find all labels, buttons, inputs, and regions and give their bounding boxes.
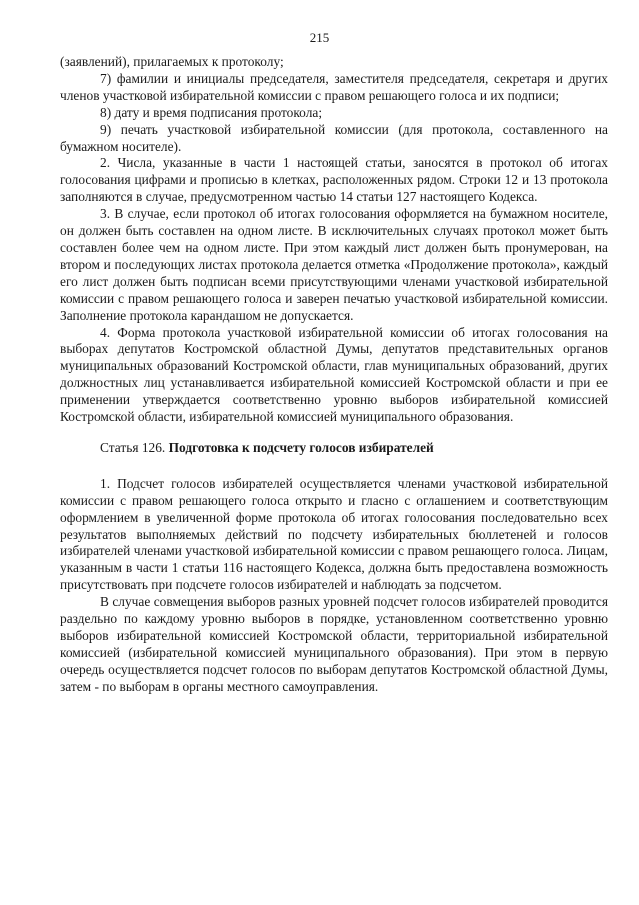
- list-item-9: 9) печать участковой избирательной комиссии (для протокола, составленного на бумажном носителе).: [60, 121, 608, 154]
- article-title: Подготовка к подсчету голосов избирателей: [168, 439, 434, 455]
- paragraph-part-2: 2. Числа, указанные в части 1 настоящей статьи, заносятся в протокол об итогах голосования цифрами и прописью в клетках, расположенных рядом. Строки 12 и 13 протокола заполняются в случае, предусмотренном частью 14 статьи 127 настоящего Кодекса.: [60, 155, 608, 205]
- paragraph-part-3: 3. В случае, если протокол об итогах голосования оформляется на бумажном носителе, он должен быть составлен на одном листе. В исключительных случаях протокол может быть составлен более чем на одном листе. При этом каждый лист должен быть пронумерован, на втором и последующих листах протокола делается отметка «Продолжение протокола», каждый его лист должен быть подписан всеми присутствующими членами участковой избирательной комиссии с правом решающего голоса и заверен печатью участковой избирательной комиссии. Заполнение протокола карандашом не допускается.: [60, 206, 608, 323]
- paragraph-continuation: (заявлений), прилагаемых к протоколу;: [60, 54, 284, 69]
- article-number: Статья 126.: [100, 439, 169, 455]
- document-body: [60, 54, 608, 696]
- article-paragraph-1: 1. Подсчет голосов избирателей осуществляется членами участковой избирательной комиссии с правом решающего голоса открыто и гласно с оглашением и соответствующим оформлением в увеличенной форме протокола об итогах голосования последовательно всех результатов выполняемых действий по подсчету избирательных бюллетеней и голосов избирателей членами участковой избирательной комиссии с правом решающего голоса. Лицам, указанным в части 1 статьи 116 настоящего Кодекса, должна быть предоставлена возможность присутствовать при подсчете голосов избирателей и наблюдать за подсчетом.: [60, 475, 608, 593]
- paragraph-part-4: 4. Форма протокола участковой избирательной комиссии об итогах голосования на выборах депутатов Костромской областной Думы, депутатов представительных органов муниципальных образований Костромской области, глав муниципальных образований, других должностных лиц устанавливается избирательной комиссией Костромской области и при ее применении утверждается соответственно уровню выборов избирательной комиссией Костромской области, избирательной комиссией муниципального образования.: [60, 324, 608, 425]
- article-paragraph-2: В случае совмещения выборов разных уровней подсчет голосов избирателей проводится раздельно по каждому уровню выборов в порядке, установленном соответственно уровню выборов избирательной комиссией Костромской области, территориальной избирательной комиссией (избирательной комиссией муниципального образования). При этом в первую очередь осуществляется подсчет голосов по выборам депутатов Костромской областной Думы, затем - по выборам в органы местного самоуправления.: [60, 594, 608, 694]
- article-heading: [60, 440, 608, 457]
- list-item-8: 8) дату и время подписания протокола;: [100, 104, 323, 120]
- page-number: 215: [309, 30, 330, 45]
- list-item-7: 7) фамилии и инициалы председателя, заместителя председателя, секретаря и других членов участковой избирательной комиссии с правом решающего голоса и их подписи;: [60, 70, 608, 103]
